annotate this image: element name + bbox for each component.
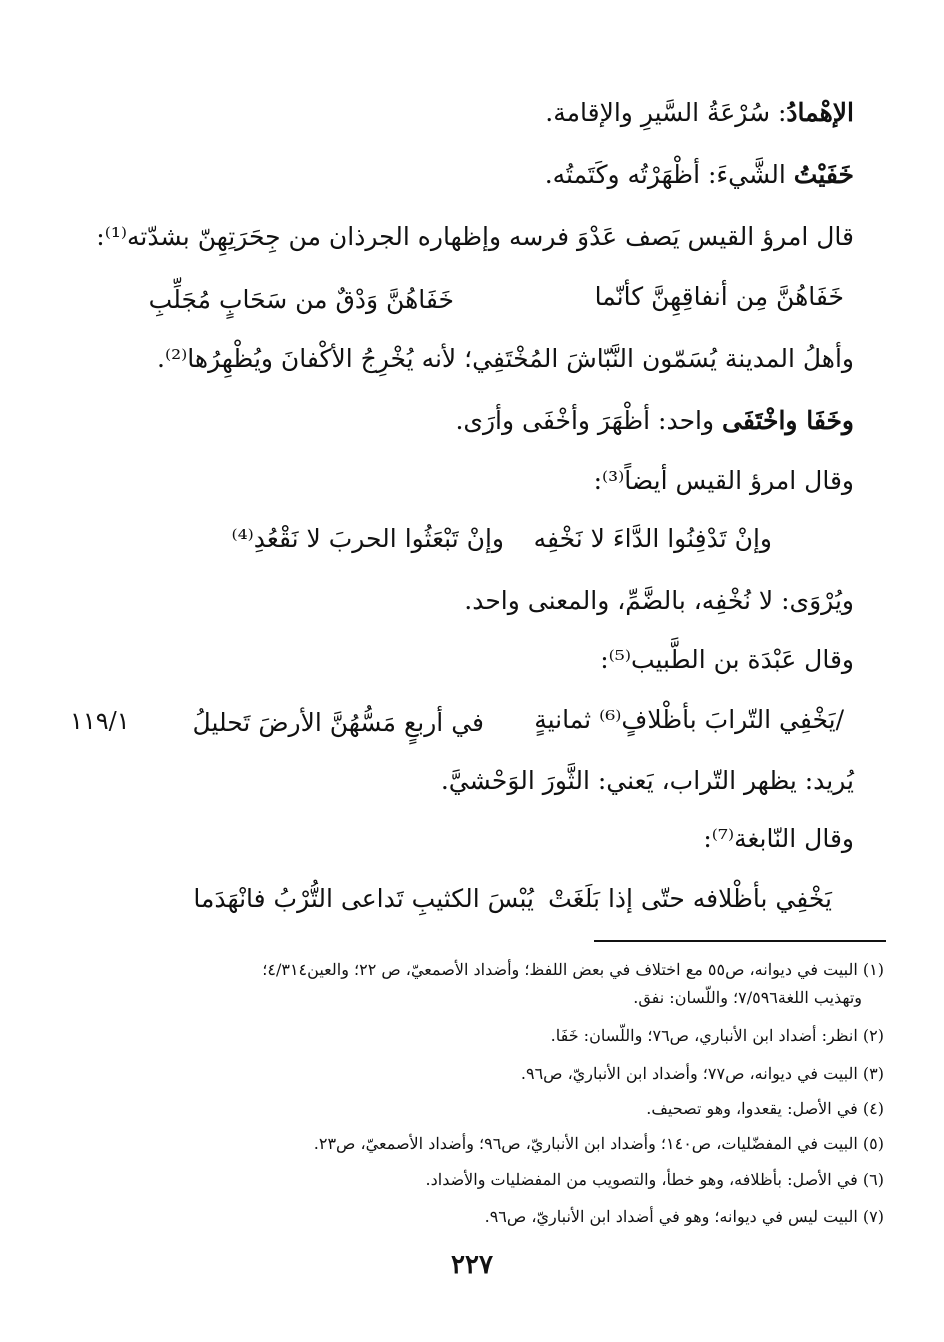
verse-4-second-hemistich: يُبْسَ الكثيبِ تَداعى التُّرْبُ فانْهَدَما (193, 884, 534, 913)
definition-ihmad: : سُرْعَةُ السَّيرِ والإقامة. (545, 98, 787, 127)
footnote-divider (594, 940, 886, 942)
verse-3-first-hemistich: /يَخْفِي التّرابَ بأظْلافٍ⁽⁶⁾ ثمانيةٍ (534, 705, 844, 734)
verse-4-first-hemistich: يَخْفِي بأظْلافه حتّى إذا بَلَغَتْ (548, 884, 832, 913)
footnote-7: (٧) البيت ليس في ديوانه؛ وهو في أضداد ابن الأنباريّ، ص٩٦. (484, 1207, 884, 1226)
footnote-6: (٦) في الأصل: بأظلافه، وهو خطأ، والتصويب من المفضليات والأضداد. (425, 1170, 884, 1189)
quote-intro-imru-alqays-2: وقال امرؤ القيس أيضاً⁽³⁾: (593, 466, 854, 495)
footnote-3: (٣) البيت في ديوانه، ص٧٧؛ وأضداد ابن الأنباريّ، ص٩٦. (520, 1064, 884, 1083)
verse-1-first-hemistich: خَفَاهُنَّ مِن أنفاقِهِنَّ كأنّما (594, 282, 844, 311)
verse-2-first-hemistich: وإنْ تَدْفِنُوا الدَّاءَ لا نَخْفِه (533, 524, 772, 553)
verse-2-second-hemistich: وإنْ تَبْعَثُوا الحربَ لا نَقْعُدِ⁽⁴⁾ (231, 524, 504, 553)
headword-khafait: خَفَيْتُ (793, 160, 854, 189)
footnote-2: (٢) انظر: أضداد ابن الأنباري، ص٧٦؛ واللّسان: خَفَا. (550, 1026, 884, 1045)
verse-3-second-hemistich: في أربعٍ مَسُّهُنَّ الأرضَ تَحليلُ (192, 708, 484, 737)
footnote-5: (٥) البيت في المفضّليات، ص١٤٠؛ وأضداد ابن الأنباريّ، ص٩٦؛ وأضداد الأصمعيّ، ص٢٣. (313, 1134, 884, 1153)
verse-1-second-hemistich: خَفَاهُنَّ وَدْقٌ من سَحَابٍ مُجَلِّبِ (148, 285, 454, 314)
footnote-4: (٤) في الأصل: يقعدوا، وهو تصحيف. (646, 1099, 884, 1118)
quote-intro-nabigha: وقال النّابغة⁽⁷⁾: (703, 824, 854, 853)
paragraph-yurid: يُريد: يظهر التّراب، يَعني: الثَّورَ الوَحْشيَّ. (440, 766, 854, 795)
footnote-1: (١) البيت في ديوانه، ص٥٥ مع اختلاف في بعض اللفظ؛ وأضداد الأصمعيّ، ص ٢٢؛ والعين٤/٣١٤؛ (262, 960, 884, 979)
headword-ihmad: الإهْمادُ (786, 98, 854, 127)
footnote-1-continued: وتهذيب اللغة٧/٥٩٦؛ واللّسان: نفق. (633, 988, 862, 1007)
headword-khafa: وخَفَا واخْتَفَى (722, 406, 854, 435)
quote-intro-abda: وقال عَبْدَة بن الطَّبيب⁽⁵⁾: (600, 645, 854, 674)
quote-intro-imru-alqays: قال امرؤ القيس يَصف عَدْوَ فرسه وإظهاره الجرذان من جِحَرَتِهِنّ بشدّته⁽¹⁾: (96, 222, 854, 251)
paragraph-nabbash: وأهلُ المدينة يُسَمّون النَّبّاشَ المُخْتَفِي؛ لأنه يُخْرِجُ الأكْفانَ ويُظْهِرُها⁽²⁾. (157, 344, 854, 373)
definition-khafait: الشَّيءَ: أظْهَرْتُه وكَتَمتُه. (544, 160, 794, 189)
paragraph-yurwa: ويُرْوَى: لا نُخْفِه، بالضَّمِّ، والمعنى واحد. (464, 586, 854, 615)
entry-khafa (455, 404, 854, 438)
definition-khafa: واحد: أظْهَرَ وأخْفَى وأرَى. (455, 406, 722, 435)
margin-reference: ١١٩/١ (70, 707, 130, 735)
entry-khafait (545, 158, 854, 192)
entry-ihmad (545, 96, 854, 130)
page-number: ٢٢٧ (451, 1250, 493, 1280)
